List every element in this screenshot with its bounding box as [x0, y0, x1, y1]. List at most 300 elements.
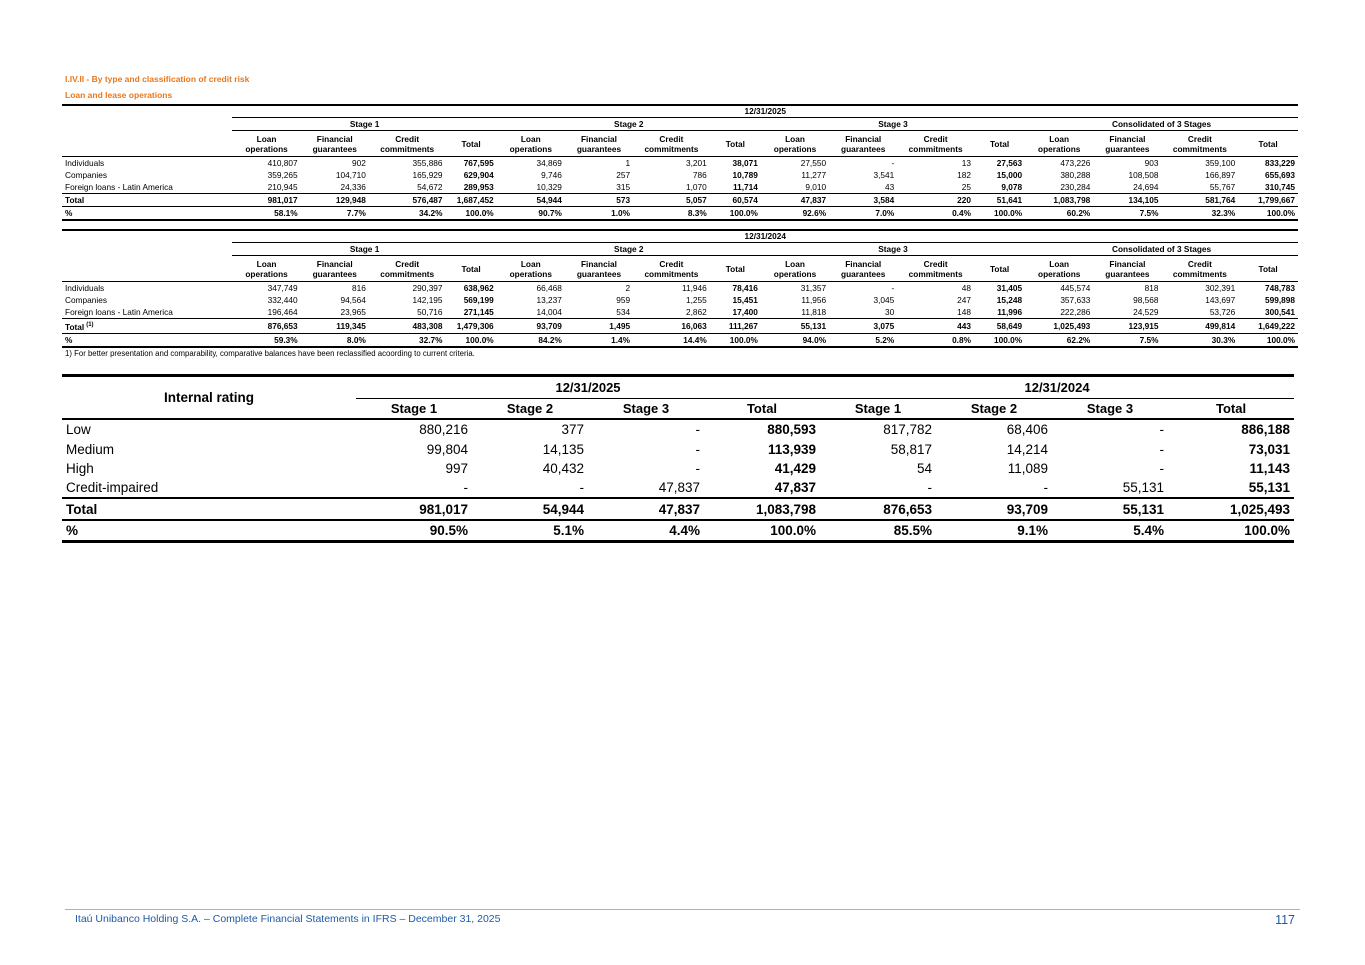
value-cell: 7.0%	[829, 207, 897, 221]
value-cell: 3,584	[829, 194, 897, 207]
column-header: Total	[1238, 131, 1298, 157]
rating-value-cell: 880,593	[704, 419, 820, 439]
value-cell: 332,440	[267, 295, 298, 305]
rating-value-cell: -	[927, 480, 933, 496]
value-cell: 220	[897, 194, 974, 207]
value-cell: 271,145	[463, 307, 494, 317]
row-label-text: Total	[65, 195, 85, 205]
value-cell: 13,237	[536, 295, 562, 305]
value-cell: 100.0%	[974, 333, 1025, 347]
rating-value-cell: 90.5%	[356, 520, 472, 542]
value-cell: 534	[616, 307, 631, 317]
value-cell: 55,131	[761, 319, 829, 334]
column-header: Loan operations	[497, 131, 565, 157]
value-cell: 1,083,798	[1025, 194, 1093, 207]
rating-value-cell: 1,083,798	[704, 498, 820, 519]
column-header: Credit commitments	[897, 131, 974, 157]
footer-text: Itaú Unibanco Holding S.A. – Complete Financial Statements in IFRS – December 31, 2025	[75, 913, 501, 925]
rating-row-label: Credit-impaired	[66, 480, 159, 496]
row-label	[62, 282, 232, 295]
value-cell: 43	[885, 182, 895, 192]
value-cell: 98,568	[1133, 295, 1159, 305]
rating-row	[62, 440, 1294, 459]
value-cell: 14.4%	[633, 333, 710, 347]
value-cell: 16,063	[633, 319, 710, 334]
value-cell: 443	[897, 319, 974, 334]
value-cell: 38,071	[710, 157, 761, 170]
value-cell: 5,057	[633, 194, 710, 207]
rating-value-cell: 54	[916, 461, 933, 477]
corner-cell	[62, 243, 232, 256]
value-cell: 3,201	[633, 157, 710, 170]
value-cell: 629,904	[463, 170, 494, 180]
value-cell: 94.0%	[761, 333, 829, 347]
table-row	[62, 157, 1298, 170]
column-header-row	[62, 131, 1298, 157]
column-header: Loan operations	[232, 256, 300, 282]
value-cell: 148	[957, 307, 971, 317]
value-cell: 581,764	[1162, 194, 1239, 207]
row-label	[62, 333, 232, 347]
value-cell: 100.0%	[446, 207, 497, 221]
value-cell: 60,574	[710, 194, 761, 207]
row-label-text: Individuals	[65, 158, 105, 168]
table-row	[62, 194, 1298, 207]
value-cell: 58.1%	[232, 207, 300, 221]
rating-row	[62, 498, 1294, 519]
section-subtitle: Loan and lease operations	[65, 90, 173, 100]
value-cell: 11,956	[801, 295, 827, 305]
rating-stage-header: Stage 1	[820, 399, 936, 420]
row-label	[62, 194, 232, 207]
row-label	[62, 207, 232, 221]
loan-table-2024	[62, 229, 1298, 348]
table-row	[62, 181, 1298, 194]
stage-header-1: Stage 1	[232, 243, 496, 256]
rating-value-cell: 11,089	[1007, 461, 1049, 477]
value-cell: 902	[301, 157, 369, 170]
value-cell: -	[829, 157, 897, 170]
value-cell: 100.0%	[710, 333, 761, 347]
rating-value-cell: -	[1159, 461, 1165, 477]
table-row	[62, 333, 1298, 347]
row-label	[62, 306, 232, 319]
value-cell: 100.0%	[974, 207, 1025, 221]
column-header-row	[62, 256, 1298, 282]
rating-value-cell: -	[579, 480, 584, 496]
value-cell: 182	[957, 170, 971, 180]
row-label-text: Companies	[65, 170, 107, 180]
rating-date-row	[62, 376, 1294, 399]
footnote: 1) For better presentation and comparability, comparative balances have been reclassified acoording to current criteria.	[65, 349, 475, 358]
rating-value-cell: 47,837	[774, 480, 817, 496]
value-cell: 30	[885, 307, 895, 317]
stage-header-1: Stage 1	[232, 118, 496, 131]
column-header: Total	[446, 256, 497, 282]
rating-value-cell: 981,017	[356, 498, 472, 519]
rating-value-cell: 113,939	[767, 441, 817, 457]
value-cell: 818	[1093, 282, 1161, 295]
value-cell: 119,345	[301, 319, 369, 334]
value-cell: 100.0%	[1238, 333, 1298, 347]
footnote-marker: (1)	[86, 322, 94, 328]
footer-rule	[65, 909, 1300, 910]
rating-value-cell: 93,709	[936, 498, 1052, 519]
value-cell: 1.4%	[565, 333, 633, 347]
value-cell: 315	[616, 182, 631, 192]
rating-stage-header: Stage 1	[356, 399, 472, 420]
value-cell: 123,915	[1093, 319, 1161, 334]
value-cell: 2,862	[686, 307, 707, 317]
column-header: Financial guarantees	[301, 256, 369, 282]
stage-header-row	[62, 118, 1298, 131]
rating-value-cell: 1,025,493	[1168, 498, 1294, 519]
rating-value-cell: 55,131	[1122, 480, 1165, 496]
rating-value-cell: 817,782	[820, 419, 936, 439]
column-header: Loan operations	[1025, 131, 1093, 157]
value-cell: 1,025,493	[1025, 319, 1093, 334]
value-cell: 357,633	[1060, 295, 1091, 305]
rating-stage-header: Stage 3	[588, 399, 704, 420]
value-cell: 17,400	[732, 307, 758, 317]
rating-value-cell: 47,837	[588, 498, 704, 519]
value-cell: 54,944	[497, 194, 565, 207]
rating-row-label: Medium	[66, 441, 115, 457]
value-cell: 108,508	[1128, 170, 1159, 180]
row-label	[62, 181, 232, 194]
value-cell: 23,965	[340, 307, 366, 317]
value-cell: 90.7%	[497, 207, 565, 221]
rating-value-cell: 5.1%	[472, 520, 588, 542]
rating-value-cell: 377	[472, 419, 588, 439]
value-cell: 111,267	[710, 319, 761, 334]
value-cell: 355,886	[369, 157, 446, 170]
value-cell: 47,837	[761, 194, 829, 207]
rating-value-cell: 55,131	[1052, 498, 1168, 519]
value-cell: 1	[565, 157, 633, 170]
column-header: Credit commitments	[369, 131, 446, 157]
value-cell: 11,996	[997, 307, 1023, 317]
value-cell: 359,100	[1162, 157, 1239, 170]
value-cell: 13	[897, 157, 974, 170]
rating-value-cell: -	[1052, 419, 1168, 439]
table-row	[62, 319, 1298, 334]
value-cell: 3,541	[873, 170, 895, 180]
date-header-row	[62, 230, 1298, 243]
date-header-row	[62, 105, 1298, 118]
value-cell: 257	[616, 170, 631, 180]
value-cell: 51,641	[974, 194, 1025, 207]
value-cell: 1,070	[686, 182, 707, 192]
value-cell: 210,945	[267, 182, 298, 192]
column-header: Financial guarantees	[1093, 256, 1161, 282]
rating-value-cell: 876,653	[820, 498, 936, 519]
stage-header-row	[62, 243, 1298, 256]
rating-row-label: Total	[62, 498, 356, 519]
value-cell: 15,248	[996, 295, 1023, 305]
value-cell: 638,962	[446, 282, 497, 295]
value-cell: 748,783	[1238, 282, 1298, 295]
column-header: Credit commitments	[1162, 131, 1239, 157]
value-cell: 25	[961, 182, 971, 192]
rating-value-cell: 40,432	[542, 461, 584, 477]
value-cell: 27,563	[974, 157, 1025, 170]
rating-row-label: Low	[62, 419, 356, 439]
value-cell: 3,075	[829, 319, 897, 334]
column-header: Loan operations	[497, 256, 565, 282]
rating-date-header: 12/31/2025	[356, 376, 820, 399]
value-cell: 32.3%	[1162, 207, 1239, 221]
value-cell: 62.2%	[1025, 333, 1093, 347]
value-cell: 31,357	[761, 282, 829, 295]
value-cell: 84.2%	[497, 333, 565, 347]
column-header: Loan operations	[232, 131, 300, 157]
value-cell: 11,714	[732, 182, 758, 192]
rating-value-cell: 997	[445, 461, 468, 477]
value-cell: 786	[692, 170, 707, 180]
rating-stage-header: Stage 3	[1052, 399, 1168, 420]
value-cell: 1,479,306	[446, 319, 497, 334]
value-cell: 290,397	[369, 282, 446, 295]
rating-value-cell: 100.0%	[704, 520, 820, 542]
value-cell: 230,284	[1060, 182, 1091, 192]
rating-value-cell: 14,214	[1006, 441, 1049, 457]
value-cell: 7.5%	[1093, 333, 1161, 347]
stage-header-4: Consolidated of 3 Stages	[1025, 118, 1298, 131]
date-header: 12/31/2025	[232, 105, 1298, 118]
value-cell: 11,946	[633, 282, 710, 295]
value-cell: 30.3%	[1162, 333, 1239, 347]
value-cell: 1.0%	[565, 207, 633, 221]
table-row	[62, 207, 1298, 221]
column-header: Credit commitments	[1162, 256, 1239, 282]
column-header: Loan operations	[761, 256, 829, 282]
column-header: Financial guarantees	[301, 131, 369, 157]
value-cell: 247	[957, 295, 971, 305]
value-cell: 359,265	[267, 170, 298, 180]
value-cell: 100.0%	[1238, 207, 1298, 221]
column-header: Loan operations	[1025, 256, 1093, 282]
rating-value-cell: 100.0%	[1168, 520, 1294, 542]
value-cell: 222,286	[1060, 307, 1091, 317]
rating-value-cell: -	[1159, 441, 1165, 457]
value-cell: 48	[897, 282, 974, 295]
value-cell: 380,288	[1060, 170, 1091, 180]
rating-value-cell: 880,216	[356, 419, 472, 439]
value-cell: 100.0%	[710, 207, 761, 221]
value-cell: 166,897	[1205, 170, 1236, 180]
table-row	[62, 282, 1298, 295]
value-cell: 31,405	[974, 282, 1025, 295]
rating-value-cell: -	[695, 461, 700, 477]
column-header: Loan operations	[761, 131, 829, 157]
rating-value-cell: -	[695, 441, 700, 457]
column-header: Credit commitments	[633, 256, 710, 282]
value-cell: 78,416	[710, 282, 761, 295]
value-cell: 54,672	[417, 182, 443, 192]
rating-stage-header: Stage 2	[472, 399, 588, 420]
value-cell: -	[829, 282, 897, 295]
stage-header-3: Stage 3	[761, 118, 1025, 131]
value-cell: 9,010	[805, 182, 827, 192]
row-label	[62, 294, 232, 306]
rating-date-header: 12/31/2024	[820, 376, 1294, 399]
value-cell: 310,745	[1265, 182, 1295, 192]
value-cell: 24,336	[340, 182, 366, 192]
column-header: Financial guarantees	[565, 256, 633, 282]
rating-value-cell: 5.4%	[1052, 520, 1168, 542]
table-row	[62, 169, 1298, 181]
value-cell: 134,105	[1093, 194, 1161, 207]
value-cell: 11,818	[801, 307, 827, 317]
value-cell: 129,948	[301, 194, 369, 207]
rating-row	[62, 478, 1294, 498]
value-cell: 10,789	[732, 170, 758, 180]
rating-value-cell: 68,406	[936, 419, 1052, 439]
value-cell: 0.4%	[897, 207, 974, 221]
value-cell: 7.5%	[1093, 207, 1161, 221]
stage-header-2: Stage 2	[497, 243, 761, 256]
rating-value-cell: -	[1043, 480, 1049, 496]
value-cell: 55,767	[1209, 182, 1236, 192]
column-header: Total	[710, 131, 761, 157]
value-cell: 300,541	[1265, 307, 1295, 317]
column-header: Total	[710, 256, 761, 282]
value-cell: 8.0%	[301, 333, 369, 347]
value-cell: 876,653	[232, 319, 300, 334]
rating-value-cell: 54,944	[472, 498, 588, 519]
row-label	[62, 319, 232, 334]
value-cell: 24,529	[1133, 307, 1159, 317]
value-cell: 32.7%	[369, 333, 446, 347]
value-cell: 14,004	[536, 307, 562, 317]
rating-stage-header: Total	[704, 399, 820, 420]
value-cell: 347,749	[232, 282, 300, 295]
value-cell: 599,898	[1265, 295, 1295, 305]
column-header: Financial guarantees	[829, 256, 897, 282]
rating-row-label: %	[62, 520, 356, 542]
value-cell: 573	[565, 194, 633, 207]
column-header: Financial guarantees	[829, 131, 897, 157]
column-header: Financial guarantees	[1093, 131, 1161, 157]
row-label-text: Total	[65, 321, 85, 332]
corner-cell	[62, 118, 232, 131]
value-cell: 483,308	[369, 319, 446, 334]
column-header: Total	[1238, 256, 1298, 282]
value-cell: 903	[1093, 157, 1161, 170]
row-label-text: %	[65, 334, 73, 345]
value-cell: 302,391	[1162, 282, 1239, 295]
value-cell: 94,564	[340, 295, 366, 305]
row-label	[62, 157, 232, 170]
row-label-text: Foreign loans - Latin America	[65, 307, 173, 317]
value-cell: 196,464	[267, 307, 298, 317]
value-cell: 959	[616, 295, 631, 305]
date-header: 12/31/2024	[232, 230, 1298, 243]
rating-value-cell: 4.4%	[588, 520, 704, 542]
rating-value-cell: 73,031	[1248, 441, 1291, 457]
rating-row	[62, 459, 1294, 478]
value-cell: 5.2%	[829, 333, 897, 347]
value-cell: 143,697	[1205, 295, 1236, 305]
stage-header-2: Stage 2	[497, 118, 761, 131]
value-cell: 50,716	[417, 307, 443, 317]
value-cell: 165,929	[412, 170, 443, 180]
rating-value-cell: -	[463, 480, 468, 496]
internal-rating-table	[62, 374, 1294, 543]
rating-value-cell: -	[588, 419, 704, 439]
value-cell: 981,017	[232, 194, 300, 207]
value-cell: 92.6%	[761, 207, 829, 221]
value-cell: 410,807	[232, 157, 300, 170]
value-cell: 8.3%	[633, 207, 710, 221]
rating-row	[62, 419, 1294, 439]
rating-value-cell: 99,804	[426, 441, 468, 457]
internal-rating-header: Internal rating	[62, 376, 356, 420]
column-header: Total	[446, 131, 497, 157]
value-cell: 1,687,452	[446, 194, 497, 207]
rating-value-cell: 55,131	[1248, 480, 1291, 496]
column-header: Total	[974, 256, 1025, 282]
rating-value-cell: 47,837	[658, 480, 700, 496]
section-title: I.IV.II - By type and classification of credit risk	[65, 74, 250, 84]
corner-cell	[62, 105, 232, 118]
value-cell: 655,693	[1265, 170, 1295, 180]
value-cell: 10,329	[536, 182, 562, 192]
rating-row-label: High	[66, 461, 94, 477]
stage-header-3: Stage 3	[761, 243, 1025, 256]
row-label	[62, 169, 232, 181]
value-cell: 104,710	[335, 170, 366, 180]
value-cell: 34,869	[497, 157, 565, 170]
value-cell: 1,799,667	[1238, 194, 1298, 207]
rating-stage-header: Total	[1168, 399, 1294, 420]
corner-cell	[62, 230, 232, 243]
row-label-text: Companies	[65, 295, 107, 305]
value-cell: 27,550	[761, 157, 829, 170]
rating-value-cell: 85.5%	[820, 520, 936, 542]
value-cell: 289,953	[463, 182, 494, 192]
corner-cell	[62, 256, 232, 282]
row-label-text: %	[65, 208, 73, 218]
rating-row	[62, 520, 1294, 542]
column-header: Credit commitments	[897, 256, 974, 282]
row-label-text: Individuals	[65, 283, 105, 293]
value-cell: 93,709	[497, 319, 565, 334]
corner-cell	[62, 131, 232, 157]
value-cell: 473,226	[1025, 157, 1093, 170]
rating-stage-header: Stage 2	[936, 399, 1052, 420]
loan-table-2025	[62, 104, 1298, 221]
value-cell: 100.0%	[446, 333, 497, 347]
table-row	[62, 306, 1298, 319]
rating-value-cell: 14,135	[542, 441, 584, 457]
column-header: Financial guarantees	[565, 131, 633, 157]
value-cell: 34.2%	[369, 207, 446, 221]
row-label-text: Foreign loans - Latin America	[65, 182, 173, 192]
value-cell: 60.2%	[1025, 207, 1093, 221]
value-cell: 2	[565, 282, 633, 295]
value-cell: 499,814	[1162, 319, 1239, 334]
rating-value-cell: 11,143	[1249, 461, 1291, 477]
value-cell: 58,649	[974, 319, 1025, 334]
value-cell: 816	[301, 282, 369, 295]
column-header: Credit commitments	[369, 256, 446, 282]
value-cell: 59.3%	[232, 333, 300, 347]
value-cell: 3,045	[873, 295, 895, 305]
value-cell: 9,746	[541, 170, 562, 180]
value-cell: 1,495	[565, 319, 633, 334]
